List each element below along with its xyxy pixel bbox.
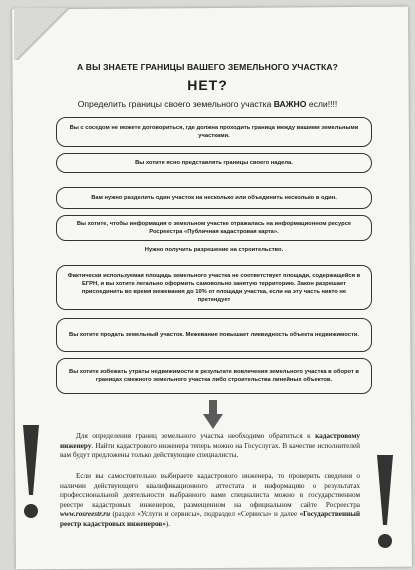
rosreestr-link[interactable]: www.rosreestr.ru — [60, 510, 111, 519]
case-box-split-merge: Вам нужно разделить один участок на несколько или объединить несколько в один. — [56, 187, 372, 209]
p1-text-c: . Найти кадастрового инженера теперь можно на Госуслугах. В качестве исполнителей вам будут предложены только действующие специалисты. — [60, 441, 360, 460]
info-paragraph-1 — [60, 432, 360, 461]
prompt-emphasis: ВАЖНО — [273, 99, 307, 109]
p2-registry: «Государственный реестр кадастровых инженеров» — [60, 510, 360, 528]
case-box-sell-land: Вы хотите продать земельный участок. Межевание повышает ликвидность объекта недвижимости. — [56, 318, 372, 352]
case-building-permit: Нужно получить разрешение на строительство. — [144, 247, 284, 253]
case-box-avoid-loss: Вы хотите избежать утраты недвижимости в результате вовлечения земельного участка в оборот в границах смежного земельного участка либо строительства линейных объектов. — [56, 358, 372, 394]
p2-text-d: ). — [165, 519, 171, 528]
exclamation-right-icon — [376, 455, 394, 550]
exclamation-left-icon — [22, 425, 40, 520]
headline-answer: НЕТ? — [187, 77, 228, 93]
p2-text-a: Если вы самостоятельно выбираете кадастрового инженера, то проверить сведения о наличии действующего квалификационного аттестата и информацию о результатах профессиональной деятельности выбранного вами специалиста можно в государственном реестре кадастровых инженеров, размещенном на официальном сайте Росреестра — [60, 472, 360, 509]
p1-engineer: кадастровому инженеру — [60, 432, 360, 450]
case-box-area-mismatch: Фактически используемая площадь земельного участка не соответствует площади, содержащейся в ЕГРН, и вы хотите легально оформить самовольно занятую территорию. Закон разрешает присоединить во время межевания до 10% от площади участка, если на эту часть никто не претендует — [56, 265, 372, 310]
p2-text-b: (раздел «Услуги и сервисы», подраздел «Сервисы» и далее — [110, 510, 300, 519]
info-paragraph-2 — [60, 472, 360, 530]
headline-prompt — [0, 99, 415, 109]
case-box-know-boundaries: Вы хотите ясно представлять границы своего надела. — [56, 153, 372, 173]
p1-text-a: Для определения границ земельного участка необходимо обратиться к — [76, 432, 316, 440]
folded-corner — [14, 8, 72, 60]
prompt-before: Определить границы своего земельного участка — [77, 99, 274, 109]
case-box-neighbor-dispute: Вы с соседом не можете договориться, где должна проходить граница между вашими земельными участками. — [56, 117, 372, 147]
case-box-public-map: Вы хотите, чтобы информация о земельном участке отражалась на информационном ресурсе Росреестра «Публичная кадастровая карта». — [56, 215, 372, 241]
arrow-down-icon — [203, 400, 223, 430]
headline-question: А ВЫ ЗНАЕТЕ ГРАНИЦЫ ВАШЕГО ЗЕМЕЛЬНОГО УЧАСТКА? — [76, 62, 339, 72]
prompt-after: если!!!! — [306, 99, 338, 109]
